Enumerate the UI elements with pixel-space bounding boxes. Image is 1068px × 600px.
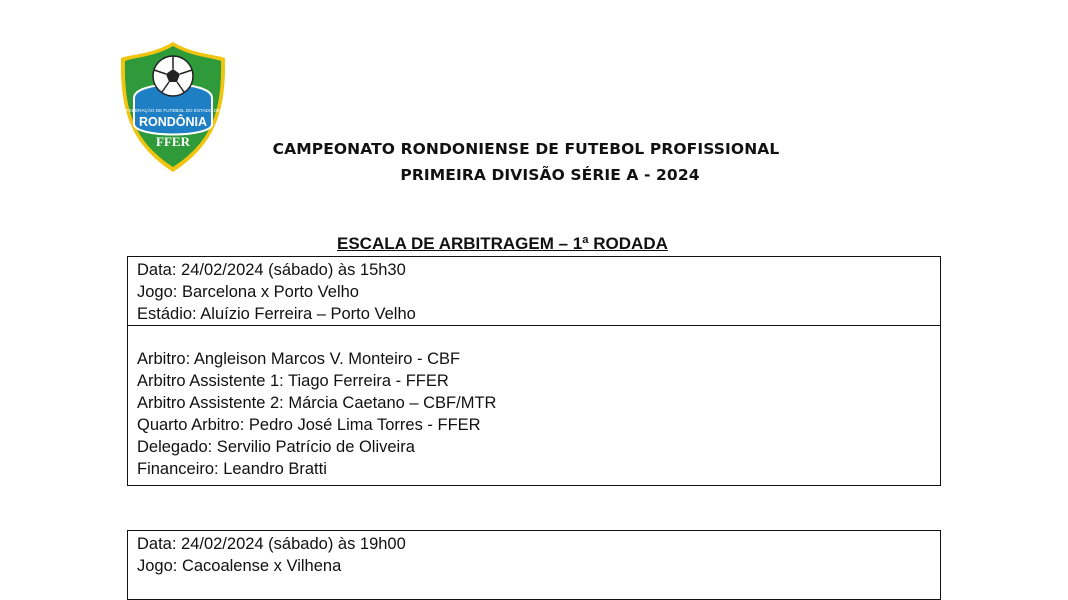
escala-heading: ESCALA DE ARBITRAGEM – 1ª RODADA: [337, 234, 668, 253]
championship-title: [230, 136, 870, 188]
match-info: [128, 257, 940, 325]
match-date: Data: 24/02/2024 (sábado) às 15h30: [137, 261, 406, 279]
logo-text-rondonia: RONDÔNIA: [138, 115, 208, 129]
match-card-2: [127, 530, 941, 600]
match-date: Data: 24/02/2024 (sábado) às 19h00: [137, 535, 406, 553]
fourth-official: Quarto Arbitro: Pedro José Lima Torres - FFER: [137, 416, 481, 434]
match-info: [128, 531, 940, 577]
title-line-2: PRIMEIRA DIVISÃO SÉRIE A - 2024: [400, 166, 700, 184]
referee: Arbitro: Angleison Marcos V. Monteiro - CBF: [137, 350, 461, 368]
match-game: Jogo: Cacoalense x Vilhena: [137, 557, 342, 575]
logo-text-ffer: FFER: [156, 134, 190, 149]
logo-text-top: FEDERAÇÃO DE FUTEBOL DO ESTADO DE: [125, 108, 221, 113]
delegate: Delegado: Servilio Patrício de Oliveira: [137, 438, 415, 456]
assistant-referee-1: Arbitro Assistente 1: Tiago Ferreira - FFER: [137, 372, 449, 390]
financial-officer: Financeiro: Leandro Bratti: [137, 460, 327, 478]
match-stadium: Estádio: Aluízio Ferreira – Porto Velho: [137, 305, 416, 323]
ffer-logo: [118, 40, 228, 174]
assistant-referee-2: Arbitro Assistente 2: Márcia Caetano – CBF/MTR: [137, 394, 497, 412]
match-game: Jogo: Barcelona x Porto Velho: [137, 283, 359, 301]
match-card-1: [127, 256, 941, 486]
officials-list: [128, 325, 940, 480]
title-line-1: CAMPEONATO RONDONIENSE DE FUTEBOL PROFISSIONAL: [272, 140, 780, 158]
